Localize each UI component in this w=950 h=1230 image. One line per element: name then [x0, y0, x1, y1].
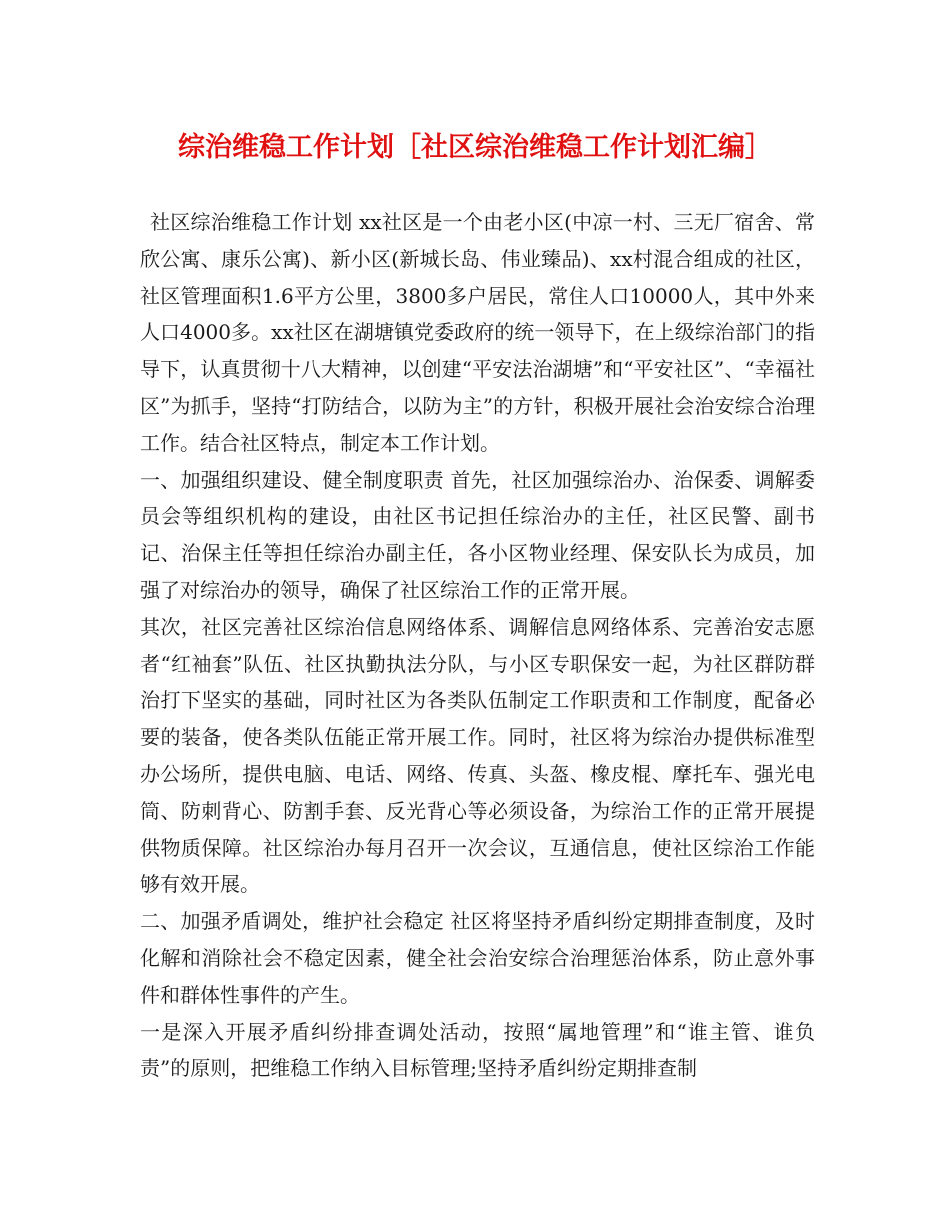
paragraph-section-1-cont: 其次，社区完善社区综治信息网络体系、调解信息网络体系、完善治安志愿者“红袖套”队伍、社区执勤执法分队，与小区专职保安一起，为社区群防群治打下坚实的基础，同时社区为各类队伍制定工作职责和工作制度，配备必要的装备，使各类队伍能正常开展工作。同时，社区将为综治办提供标准型办公场所，提供电脑、电话、网络、传真、头盔、橡皮棍、摩托车、强光电筒、防刺背心、防割手套、反光背心等必须设备，为综治工作的正常开展提供物质保障。社区综治办每月召开一次会议，互通信息，使社区综治工作能够有效开展。 [140, 614, 815, 897]
paragraph-section-2: 二、加强矛盾调处，维护社会稳定 社区将坚持矛盾纠纷定期排查制度，及时化解和消除社会不稳定因素，健全社会治安综合治理惩治体系，防止意外事件和群体性事件的产生。 [140, 909, 815, 1007]
document-body [140, 204, 815, 1087]
paragraph-section-1: 一、加强组织建设、健全制度职责 首先，社区加强综治办、治保委、调解委员会等组织机构的建设，由社区书记担任综治办的主任，社区民警、副书记、治保主任等担任综治办副主任，各小区物业经理、保安队长为成员，加强了对综治办的领导，确保了社区综治工作的正常开展。 [140, 467, 815, 602]
paragraph-intro: 社区综治维稳工作计划 xx社区是一个由老小区(中凉一村、三无厂宿舍、常欣公寓、康乐公寓)、新小区(新城长岛、伟业臻品)、xx村混合组成的社区，社区管理面积1.6平方公里，3800多户居民，常住人口10000人，其中外来人口4000多。xx社区在湖塘镇党委政府的统一领导下，在上级综治部门的指导下，认真贯彻十八大精神，以创建“平安法治湖塘”和“平安社区”、“幸福社区”为抓手，坚持“打防结合，以防为主”的方针，积极开展社会治安综合治理工作。结合社区特点，制定本工作计划。 [140, 210, 815, 455]
paragraph-section-2-item-1: 一是深入开展矛盾纠纷排查调处活动，按照“属地管理”和“谁主管、谁负责”的原则，把维稳工作纳入目标管理;坚持矛盾纠纷定期排查制 [140, 1019, 815, 1081]
document-title: 综治维稳工作计划［社区综治维稳工作计划汇编］ [178, 132, 772, 163]
